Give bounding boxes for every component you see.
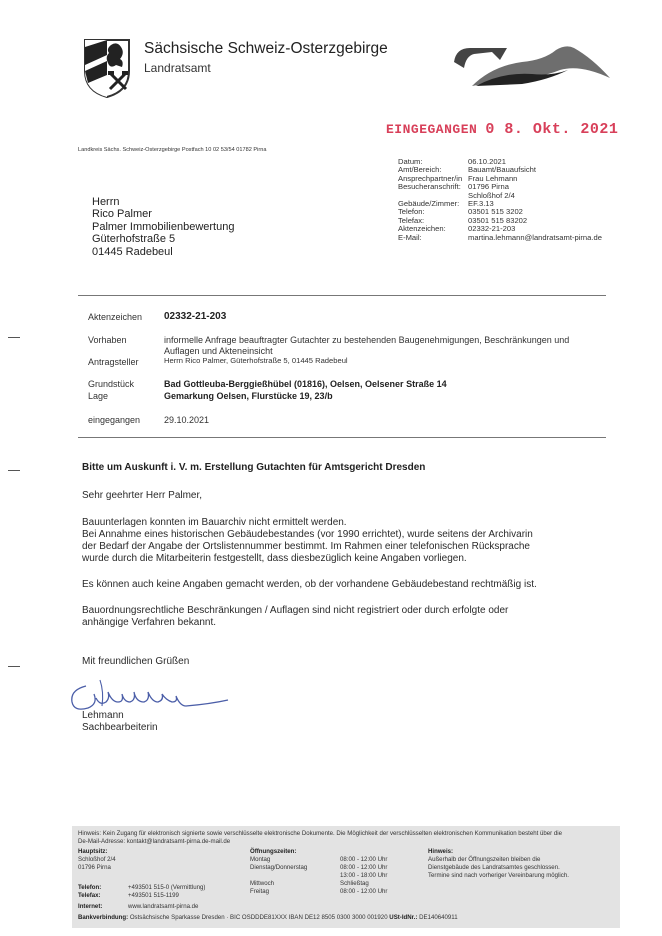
divider (78, 295, 606, 296)
address-line: Rico Palmer (92, 208, 152, 221)
fax-label: Telefax: (78, 892, 101, 899)
project-value-line1: informelle Anfrage beauftragter Gutachter zu bestehenden Baugenehmigungen, Beschränkungen und (164, 335, 570, 345)
paragraph-1 (82, 517, 622, 565)
paragraph-line: Bauordnungsrechtliche Beschränkungen / Auflagen sind nicht registriert oder durch erfolgte oder (82, 605, 509, 616)
opening-day: Mittwoch (250, 880, 275, 887)
recipient-address (92, 196, 234, 258)
fold-mark (8, 666, 20, 667)
case-number-value: 02332-21-203 (164, 311, 227, 322)
signer-name: Lehmann (82, 710, 124, 721)
case-number-label: Aktenzeichen (88, 312, 143, 322)
info-label: E-Mail: (398, 232, 422, 242)
info-label: Gebäude/Zimmer: (398, 199, 460, 209)
coat-of-arms-logo (82, 37, 132, 99)
notice-line: Dienstgebäude des Landratsamtes geschlossen. (428, 864, 560, 871)
website-link[interactable]: www.landratsamt-pirna.de (128, 903, 199, 910)
received-stamp (386, 121, 618, 138)
fold-mark (8, 470, 20, 471)
info-value: EF.3.13 (468, 199, 494, 209)
info-label: Telefon: (398, 207, 425, 217)
opening-day: Freitag (250, 888, 269, 895)
address-line: Palmer Immobilienbewertung (92, 220, 235, 233)
opening-time: 13:00 - 18:00 Uhr (340, 872, 388, 879)
paragraph-3 (82, 605, 622, 629)
phone-value: +493501 515-0 (Vermittlung) (128, 884, 206, 891)
paragraph-line: Bei Annahme eines historischen Gebäudebestandes (vor 1990 errichtet), wurde seitens der Archivarin (82, 529, 533, 540)
salutation: Sehr geehrter Herr Palmer, (82, 490, 203, 501)
opening-day: Montag (250, 856, 271, 863)
plot-value: Bad Gottleuba-Berggießhübel (01816), Oelsen, Oelsener Straße 14 (164, 379, 447, 389)
info-label: Amt/Bereich: (398, 165, 442, 175)
email-link[interactable]: martina.lehmann@landratsamt-pirna.de (468, 232, 602, 242)
opening-hours-label: Öffnungszeiten: (250, 848, 297, 855)
opening-time: Schließtag (340, 880, 369, 887)
headquarters-line1: Schloßhof 2/4 (78, 856, 116, 863)
paragraph-line: wurde durch die Mitarbeiterin festgestellt, dass diesbezüglich keine Angaben vorliegen. (82, 553, 467, 564)
notice-label: Hinweis: (428, 848, 454, 855)
paragraph-line: anhängige Verfahren bekannt. (82, 617, 216, 628)
info-value: Schloßhof 2/4 (468, 190, 515, 200)
opening-time: 08:00 - 12:00 Uhr (340, 888, 388, 895)
paragraph-2: Es können auch keine Angaben gemacht werden, ob der vorhandene Gebäudebestand rechtmäßig ist. (82, 579, 537, 590)
footer (72, 826, 620, 928)
paragraph-line: Bauunterlagen konnten im Bauarchiv nicht ermittelt werden. (82, 517, 347, 528)
info-label: Ansprechpartner/in (398, 173, 463, 183)
fold-mark (8, 337, 20, 338)
landscape-logo (452, 40, 612, 88)
info-value: 02332-21-203 (468, 224, 516, 234)
received-value: 29.10.2021 (164, 415, 210, 425)
opening-day: Dienstag/Donnerstag (250, 864, 308, 871)
location-label: Lage (88, 391, 109, 401)
plot-label: Grundstück (88, 379, 135, 389)
footer-notice-line1: Hinweis: Kein Zugang für elektronisch signierte sowie verschlüsselte elektronische Dokumente. Die Möglichkeit der verschlüsselten elektronischen Kommunikation besteht über die (78, 830, 563, 837)
info-label: Datum: (398, 157, 423, 166)
headquarters-label: Hauptsitz: (78, 848, 108, 855)
info-value: Frau Lehmann (468, 173, 518, 183)
stamp-date: 0 8. Okt. 2021 (485, 121, 619, 138)
internet-label: Internet: (78, 903, 103, 910)
info-row (398, 234, 602, 242)
info-value: Bauamt/Bauaufsicht (468, 165, 536, 175)
stamp-word: EINGEGANGEN (386, 122, 478, 137)
opening-time: 08:00 - 12:00 Uhr (340, 856, 388, 863)
paragraph-line: der Bedarf der Angabe der Ortslistennummer bestimmt. Im Rahmen einer telefonischen Rücksprache (82, 541, 530, 552)
closing: Mit freundlichen Grüßen (82, 656, 190, 667)
signer-role: Sachbearbeiterin (82, 722, 158, 733)
project-label: Vorhaben (88, 335, 127, 345)
bank-details: Bankverbindung: Ostsächsische Sparkasse Dresden · BIC OSDDDE81XXX IBAN DE12 8505 0300 3000 001920 USt-IdNr.: DE140640911 (78, 914, 458, 921)
info-value: 03501 515 3202 (468, 207, 523, 217)
contact-info-block (398, 158, 602, 242)
headquarters-line2: 01796 Pirna (78, 864, 111, 871)
info-label: Besucheranschrift: (398, 182, 461, 192)
location-value: Gemarkung Oelsen, Flurstücke 19, 23/b (164, 391, 333, 401)
info-label: Aktenzeichen: (398, 224, 446, 234)
fax-value: +493501 515-1199 (128, 892, 179, 899)
footer-notice-line2: De-Mail-Adresse: kontakt@landratsamt-pirna.de-mail.de (78, 838, 231, 845)
org-name: Sächsische Schweiz-Osterzgebirge (144, 40, 388, 57)
notice-line: Außerhalb der Öffnungszeiten bleiben die (428, 856, 541, 863)
project-value-line2: Auflagen und Akteneinsicht (164, 346, 273, 356)
info-value: 01796 Pirna (468, 182, 509, 192)
org-subtitle: Landratsamt (144, 61, 211, 75)
address-line: Güterhofstraße 5 (92, 233, 176, 246)
return-address: Landkreis Sächs. Schweiz-Osterzgebirge Postfach 10 02 53/54 01782 Pirna (78, 147, 267, 153)
info-label: Telefax: (398, 215, 425, 225)
info-value: 03501 515 83202 (468, 215, 528, 225)
address-line: Herrn (92, 196, 120, 208)
applicant-value: Herrn Rico Palmer, Güterhofstraße 5, 01445 Radebeul (164, 356, 348, 365)
address-line: 01445 Radebeul (92, 245, 173, 258)
info-value: 06.10.2021 (468, 157, 507, 166)
opening-time: 08:00 - 12:00 Uhr (340, 864, 388, 871)
notice-line: Termine sind nach vorheriger Vereinbarung möglich. (428, 872, 569, 879)
phone-label: Telefon: (78, 884, 102, 891)
letter-subject: Bitte um Auskunft i. V. m. Erstellung Gutachten für Amtsgericht Dresden (82, 462, 426, 473)
received-label: eingegangen (88, 415, 141, 425)
divider (78, 437, 606, 438)
applicant-label: Antragsteller (88, 357, 139, 367)
